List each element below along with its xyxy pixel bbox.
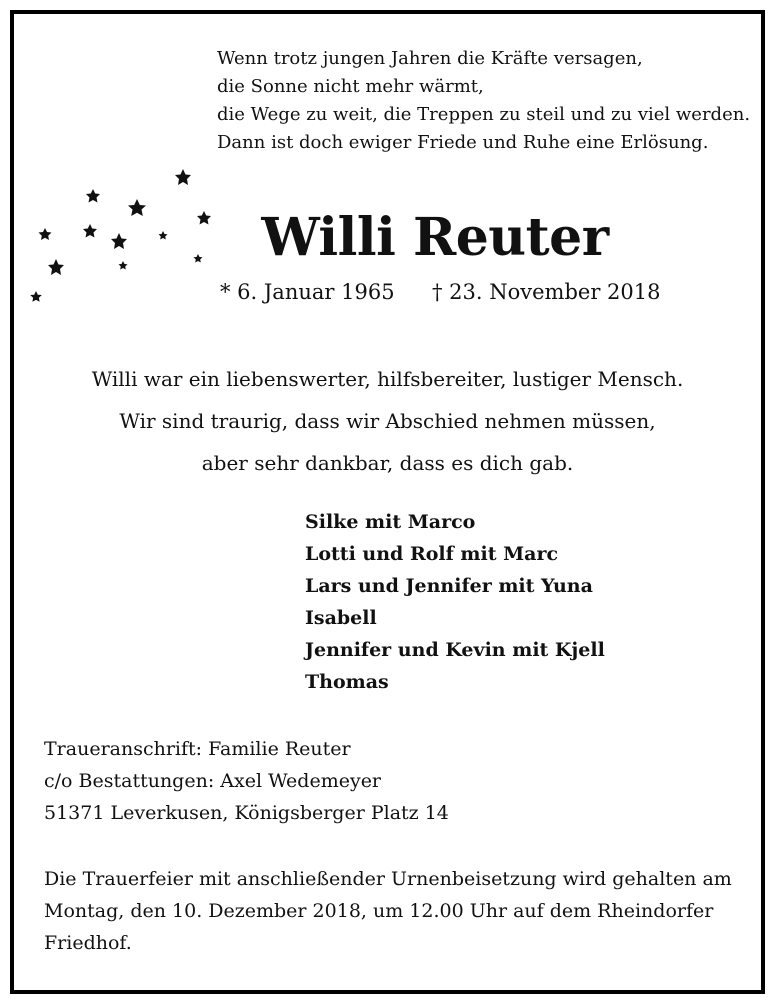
poem-line: die Sonne nicht mehr wärmt, [217, 76, 484, 97]
family-list [305, 506, 605, 698]
message-line: aber sehr dankbar, dass es dich gab. [201, 451, 574, 475]
message-line: Wir sind traurig, dass wir Abschied nehmen müssen, [119, 409, 656, 433]
mourning-address [44, 733, 449, 829]
message-line: Willi war ein liebenswerter, hilfsbereiter, lustiger Mensch. [91, 367, 684, 391]
death-date: † 23. November 2018 [432, 280, 661, 304]
funeral-service-info: Die Trauerfeier mit anschließender Urnenbeisetzung wird gehalten am Montag, den 10. Dezember 2018, um 12.00 Uhr auf dem Rheindorfer Friedhof. [44, 868, 732, 954]
poem-line: die Wege zu weit, die Treppen zu steil und zu viel werden. [217, 104, 751, 125]
family-member: Silke mit Marco [305, 511, 476, 533]
poem [217, 45, 750, 157]
address-line: 51371 Leverkusen, Königsberger Platz 14 [44, 802, 449, 824]
family-member: Jennifer und Kevin mit Kjell [305, 639, 605, 661]
star-icon [30, 291, 42, 302]
family-member: Lars und Jennifer mit Yuna [305, 575, 593, 597]
notice-border [10, 10, 765, 994]
deceased-name: Willi Reuter [261, 207, 609, 268]
star-icon [175, 169, 191, 185]
poem-line: Dann ist doch ewiger Friede und Ruhe eine Erlösung. [217, 132, 709, 153]
memorial-message [0, 358, 775, 484]
star-icon [86, 189, 100, 203]
family-member: Lotti und Rolf mit Marc [305, 543, 559, 565]
poem-line: Wenn trotz jungen Jahren die Kräfte versagen, [217, 48, 643, 69]
family-member: Isabell [305, 607, 377, 629]
address-line: c/o Bestattungen: Axel Wedemeyer [44, 770, 382, 792]
address-line: Traueranschrift: Familie Reuter [44, 738, 351, 760]
family-member: Thomas [305, 671, 389, 693]
birth-date: * 6. Januar 1965 [220, 280, 395, 304]
